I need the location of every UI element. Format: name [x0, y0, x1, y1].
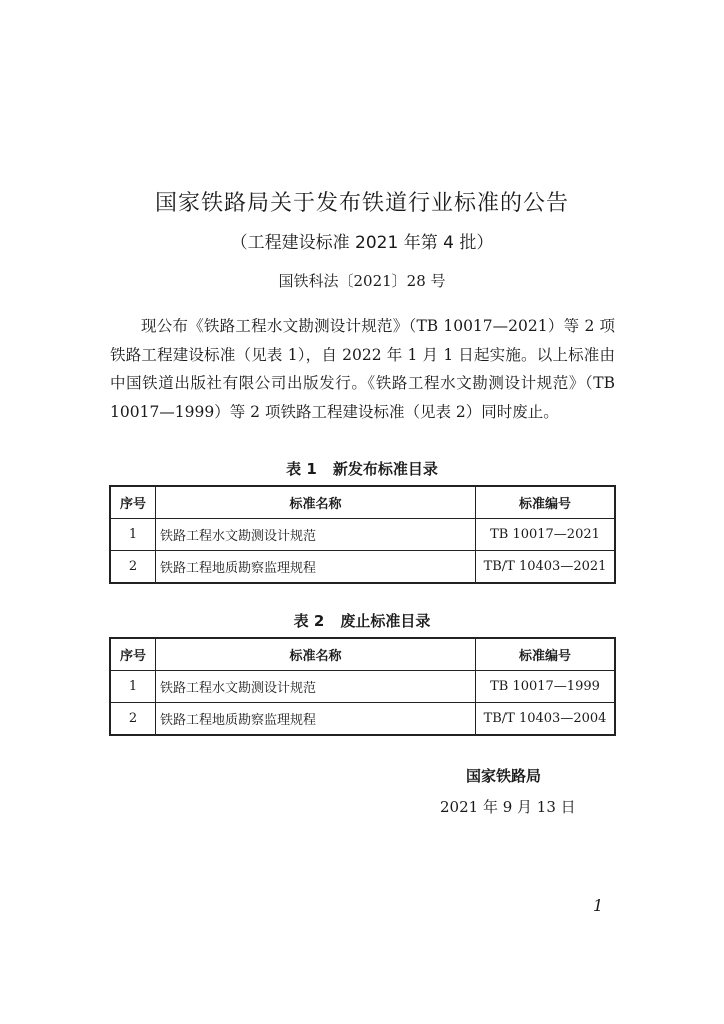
- row-code: TB 10017—1999: [476, 671, 616, 703]
- row-code: TB/T 10403—2021: [476, 551, 616, 584]
- document-number: 国铁科法〔2021〕28 号: [278, 272, 446, 290]
- table2-caption-title: 废止标准目录: [340, 612, 431, 630]
- table-row: [110, 519, 615, 551]
- row-name: 铁路工程水文勘测设计规范: [156, 671, 476, 703]
- table-abolished-standards: [109, 637, 616, 736]
- header-no: 序号: [110, 486, 156, 519]
- document-title: 国家铁路局关于发布铁道行业标准的公告: [154, 191, 569, 216]
- header-name: 标准名称: [156, 638, 476, 671]
- row-no: 1: [110, 519, 156, 551]
- table2-caption-number: 表 2: [293, 612, 325, 630]
- table-header-row: [110, 486, 615, 519]
- row-no: 2: [110, 551, 156, 584]
- row-name: 铁路工程地质勘察监理规程: [156, 703, 476, 736]
- header-code: 标准编号: [476, 486, 616, 519]
- document-subtitle: （工程建设标准 2021 年第 4 批）: [230, 233, 494, 253]
- table-row: [110, 551, 615, 584]
- table2-caption: [0, 610, 724, 631]
- header-code: 标准编号: [476, 638, 616, 671]
- table1-caption: [0, 458, 724, 479]
- table-header-row: [110, 638, 615, 671]
- row-no: 1: [110, 671, 156, 703]
- header-name: 标准名称: [156, 486, 476, 519]
- row-code: TB/T 10403—2004: [476, 703, 616, 736]
- table1-caption-number: 表 1: [286, 460, 317, 478]
- table-new-standards: [109, 485, 616, 584]
- row-code: TB 10017—2021: [476, 519, 616, 551]
- table-row: [110, 671, 615, 703]
- table1-caption-title: 新发布标准目录: [332, 460, 438, 478]
- page-number: 1: [593, 896, 604, 915]
- row-name: 铁路工程地质勘察监理规程: [156, 551, 476, 584]
- announcement-body: 现公布《铁路工程水文勘测设计规范》（TB 10017—2021）等 2 项铁路工程建设标准（见表 1），自 2022 年 1 月 1 日起实施。以上标准由中国铁道出版社有限公司出版发行。《铁路工程水文勘测设计规范》（TB 10017—1999）等 2 项铁路工程建设标准（见表 2）同时废止。: [110, 317, 615, 421]
- row-name: 铁路工程水文勘测设计规范: [156, 519, 476, 551]
- issue-date: 2021 年 9 月 13 日: [440, 798, 576, 816]
- table-row: [110, 703, 615, 736]
- issuer-signature: 国家铁路局: [466, 767, 542, 785]
- row-no: 2: [110, 703, 156, 736]
- header-no: 序号: [110, 638, 156, 671]
